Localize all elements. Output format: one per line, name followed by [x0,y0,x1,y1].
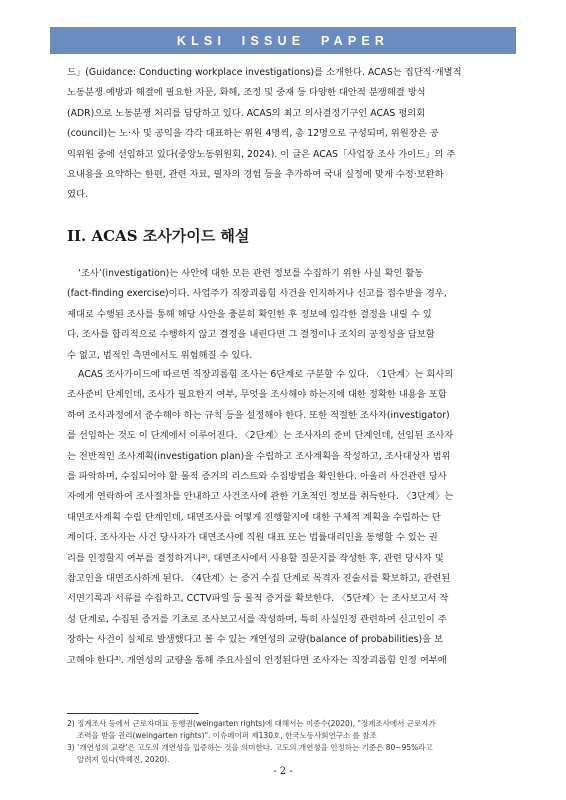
text-line: 대면조사계획 수립 단계인데, 대면조사를 어떻게 진행할지에 대한 구체적 계획을 수립하는 단 [67,511,441,523]
footnote-divider [67,713,199,714]
text-line: 다. 조사를 합리적으로 수행하지 않고 결정을 내린다면 그 결정이나 조치의 공정성을 담보할 [67,329,435,341]
text-line: (ADR)으로 노동분쟁 처리를 담당하고 있다. ACAS의 최고 의사결정기구인 ACAS 평의회 [67,107,426,119]
header-title: KLSI ISSUE PAPER [176,33,390,48]
paragraph-six-stages [67,365,502,671]
text-line: 성 단계로, 수집된 증거를 기초로 조사보고서를 작성하며, 특히 사실인정 관련하여 신고인이 주 [67,613,447,625]
text-line: 수 없고, 법적인 측면에서도 위험해질 수 있다. [67,349,253,361]
text-line: 하여 조사과정에서 준수해야 하는 규칙 등을 설정해야 한다. 또한 적절한 조사자(investigator) [67,409,450,421]
text-line: 계이다. 조사자는 사건 당사자가 대면조사에 직원 대표 또는 법률대리인을 동행할 수 있는 권 [67,532,438,544]
text-line: 드」(Guidance: Conducting workplace investigations)를 소개한다. ACAS는 집단적·개별적 [67,67,462,78]
text-line: 요내용을 요약하는 한편, 관련 자료, 필자의 경험 등을 추가하여 국내 실정에 맞게 수정·보완하 [67,169,444,181]
footnote-line: 2) 징계조사 등에서 근로자대표 동행권(weingarten rights)에 대해서는 이종수(2020), "징계조사에서 근로자가 [67,719,436,728]
paragraph-investigation-definition [67,264,502,366]
text-line: 조사준비 단계인데, 조사가 필요한지 여부, 무엇을 조사해야 하는지에 대한 정확한 내용을 포함 [67,389,447,401]
footnote-3 [67,742,509,765]
text-line: (council)는 노·사 및 공익을 각각 대표하는 위원 4명씩, 총 12명으로 구성되며, 위원장은 공 [67,128,439,140]
page-number: - 2 - [273,766,293,777]
text-line: 서면기록과 서류를 수집하고, CCTV파일 등 물적 증거를 확보한다. 〈5단계〉는 조사보고서 작 [67,593,449,605]
intro-paragraph [67,63,502,206]
footnote-line: 조력을 받을 권리(weingarten rights)". 이슈페이퍼 제130호, 한국노동사회연구소 를 참조 [77,730,377,740]
text-line: 노동분쟁 예방과 해결에 필요한 자문, 화해, 조정 및 중재 등 다양한 대안적 분쟁해결 방식 [67,87,426,99]
footnote-2 [67,718,509,741]
text-line: ‘조사’(investigation)는 사안에 대한 모든 관련 정보를 수집하기 위한 사실 확인 활동 [78,268,424,279]
text-line: 를 선임하는 것도 이 단계에서 이루어진다. 〈2단계〉는 조사자의 준비 단계인데, 선임된 조사자 [67,430,454,442]
text-line: 참고인을 대면조사하게 된다. 〈4단계〉는 증거 수집 단계로 목격자 진술서를 확보하고, 관련된 [67,573,451,585]
text-line: 자에게 연락하여 조사절차를 안내하고 사건조사에 관한 기초적인 정보를 취득한다. 〈3단계〉는 [67,491,454,503]
text-line: 였다. [67,189,88,201]
text-line: 를 파악하며, 수집되어야 할 물적 증거의 리스트와 수집방법을 확인한다. 아울러 사건관련 당사 [67,471,447,483]
text-line: 장하는 사건이 실제로 발생했다고 볼 수 있는 개연성의 교량(balance of probabilities)을 보 [67,634,444,646]
section-heading: II. ACAS 조사가이드 해설 [67,227,250,245]
text-line: 리를 인정할지 여부를 결정하거나²⁾, 대면조사에서 사용할 질문지를 작성한 후, 관련 당사자 및 [67,552,444,564]
text-line: 익위원 중에 선임하고 있다(중앙노동위원회, 2024). 이 글은 ACAS「사업장 조사 가이드」의 주 [67,148,456,160]
text-line: (fact-finding exercise)이다. 사업주가 직장괴롭힘 사건을 인지하거나 신고를 접수받을 경우, [67,288,447,300]
footnote-line: 3) ‘개연성의 교량’은 고도의 개연성을 입증하는 것을 의미한다. 고도의 개연성을 인정하는 기준은 80~95%라고 [67,743,433,752]
issue-paper-header-banner [50,27,516,54]
text-line: 제대로 수행된 조사를 통해 해당 사안을 충분히 확인한 후 정보에 입각한 결정을 내릴 수 있 [67,308,432,320]
text-line: ACAS 조사가이드에 따르면 직장괴롭힘 조사는 6단계로 구분할 수 있다. 〈1단계〉는 회사의 [78,369,454,380]
footnote-line: 알려져 있다(박혜진, 2020). [77,754,170,764]
text-line: 는 전반적인 조사계획(investigation plan)을 수립하고 조사계획을 작성하고, 조사대상자 범위 [67,450,451,462]
text-line: 고해야 한다³⁾. 개연성의 교량을 통해 주요사실이 인정된다면 조사자는 직장괴롭힘 인정 여부에 [67,654,447,666]
